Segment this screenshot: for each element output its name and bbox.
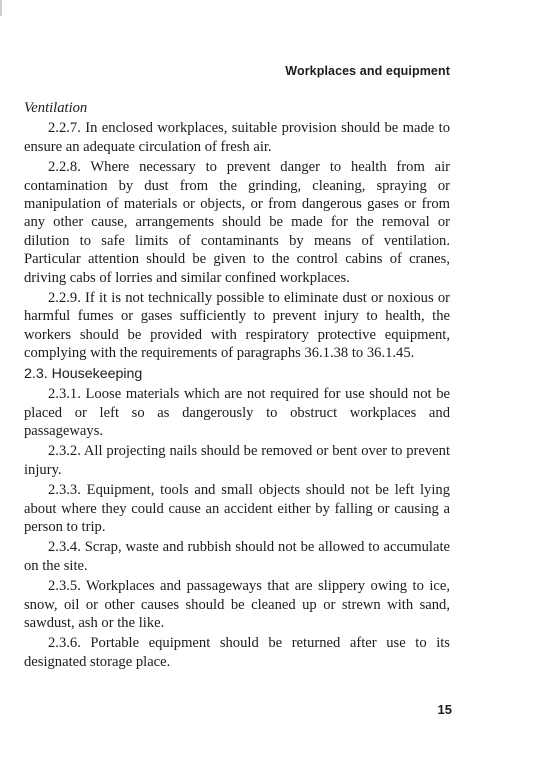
subheading-ventilation: Ventilation xyxy=(24,100,88,116)
paragraph-2-3-1: 2.3.1. Loose materials which are not required for use should not be placed or left so as dangerously to obstruct workplaces and passageways. xyxy=(24,386,450,439)
margin-mark xyxy=(0,0,2,16)
paragraph-2-3-2: 2.3.2. All projecting nails should be removed or bent over to prevent injury. xyxy=(24,443,450,478)
section-heading-housekeeping: 2.3. Housekeeping xyxy=(24,365,143,382)
paragraph-2-2-8: 2.2.8. Where necessary to prevent danger to health from air contamination by dust from the grinding, cleaning, spraying or manipulation of materials or objects, or from dangerous gases or from any other cause, arrangements should be made for the removal or dilution to safe limits of contaminants by means of ventilation. Particular attention should be given to the control cabins of cranes, driving cabs of lorries and similar confined workplaces. xyxy=(24,159,450,286)
paragraph-2-2-9: 2.2.9. If it is not technically possible to eliminate dust or noxious or harmful fumes or gases sufficiently to prevent injury to health, the workers should be provided with respiratory protective equipment, complying with the requirements of paragraphs 36.1.38 to 36.1.45. xyxy=(24,290,450,362)
paragraph-2-2-7: 2.2.7. In enclosed workplaces, suitable provision should be made to ensure an adequate circulation of fresh air. xyxy=(24,120,450,155)
body-text xyxy=(24,99,450,673)
running-head: Workplaces and equipment xyxy=(285,64,450,78)
paragraph-2-3-4: 2.3.4. Scrap, waste and rubbish should not be allowed to accumulate on the site. xyxy=(24,539,450,574)
paragraph-2-3-6: 2.3.6. Portable equipment should be returned after use to its designated storage place. xyxy=(24,635,450,670)
paragraph-2-3-5: 2.3.5. Workplaces and passageways that are slippery owing to ice, snow, oil or other causes should be cleaned up or strewn with sand, sawdust, ash or the like. xyxy=(24,578,450,631)
paragraph-2-3-3: 2.3.3. Equipment, tools and small objects should not be left lying about where they could cause an accident either by falling or causing a person to trip. xyxy=(24,482,450,535)
page-number: 15 xyxy=(437,702,452,717)
